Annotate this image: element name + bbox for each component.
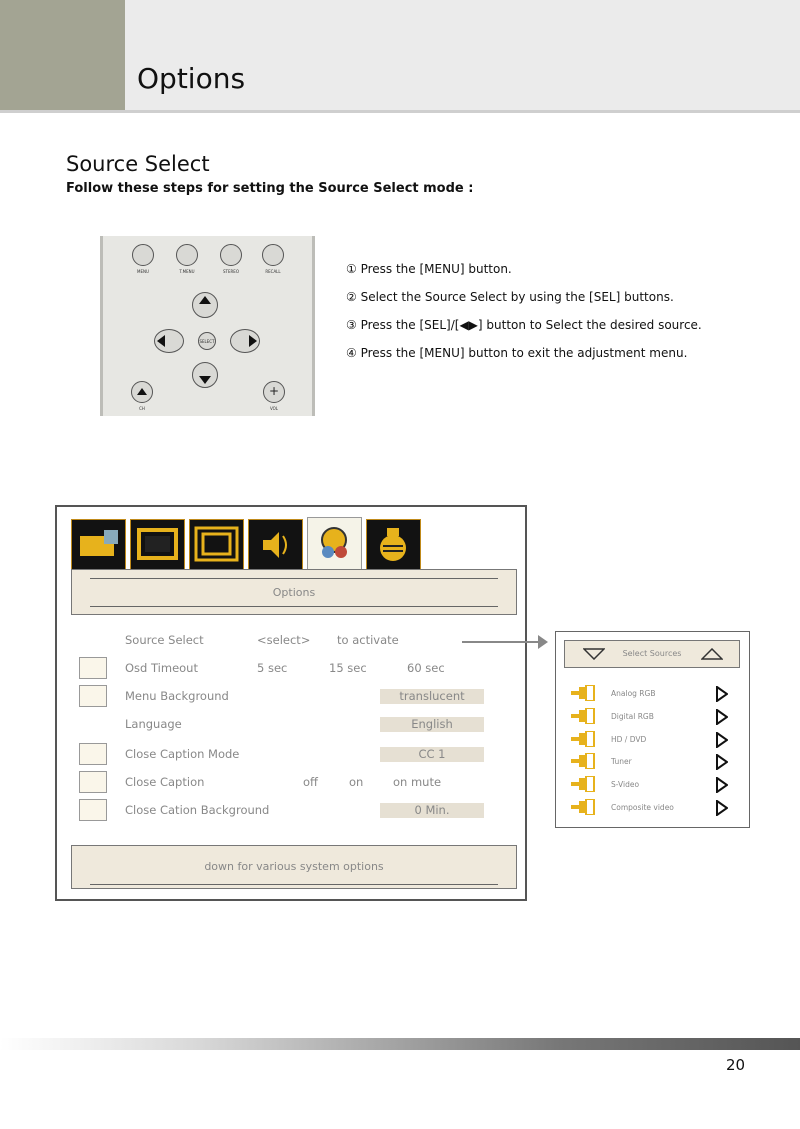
ch-up-icon — [137, 388, 147, 395]
arrow-up-icon — [199, 296, 211, 304]
osd-row-cc-background — [77, 799, 517, 823]
header-accent-block — [0, 0, 125, 112]
osd-menu-screenshot — [55, 505, 527, 901]
connector-plug-icon — [571, 776, 597, 792]
arrow-down-icon — [199, 376, 211, 384]
row-label: Osd Timeout — [125, 661, 198, 675]
page-number: 20 — [726, 1056, 746, 1074]
source-item — [571, 707, 746, 727]
remote-label: MENU — [137, 269, 149, 274]
connector-plug-icon — [571, 731, 597, 747]
tab-options — [307, 517, 362, 573]
source-item — [571, 775, 746, 795]
step-2: ② Select the Source Select by using the [SEL] buttons. — [346, 290, 674, 304]
menu-background-icon — [79, 685, 107, 707]
source-item — [571, 730, 746, 750]
row-label: Menu Background — [125, 689, 229, 703]
play-arrow-icon — [716, 800, 728, 816]
source-name: Digital RGB — [611, 712, 654, 721]
header-bar — [125, 0, 800, 112]
source-name: Composite video — [611, 803, 674, 812]
tab-audio — [248, 519, 303, 571]
remote-center-label: SELECT — [199, 339, 215, 344]
picture-icon — [131, 520, 184, 570]
select-sources-header — [564, 640, 740, 668]
row-label: Close Caption Mode — [125, 747, 240, 761]
connector-plug-icon — [571, 685, 597, 701]
source-name: Tuner — [611, 757, 632, 766]
remote-control-illustration — [100, 236, 315, 416]
row-label: Source Select — [125, 633, 204, 647]
row-value-box: English — [380, 717, 484, 732]
footer-gradient-bar — [0, 1038, 800, 1050]
row-value: 60 sec — [407, 661, 445, 675]
tab-setup — [366, 519, 421, 571]
play-arrow-icon — [716, 754, 728, 770]
row-label: Close Caption — [125, 775, 205, 789]
step-4: ④ Press the [MENU] button to exit the adjustment menu. — [346, 346, 688, 360]
remote-recall-button — [262, 244, 284, 266]
screen-icon — [190, 520, 243, 570]
tab-picture — [130, 519, 185, 571]
source-name: HD / DVD — [611, 735, 647, 744]
osd-row-close-caption — [77, 771, 517, 795]
setup-icon — [367, 520, 420, 570]
row-label: Close Cation Background — [125, 803, 270, 817]
remote-label: T.MENU — [179, 269, 195, 274]
banner-line-bottom — [90, 606, 498, 607]
row-value: to activate — [337, 633, 399, 647]
remote-tmenu-button — [176, 244, 198, 266]
row-value-box: CC 1 — [380, 747, 484, 762]
osd-row-language — [77, 713, 517, 737]
osd-footer-banner — [71, 845, 517, 889]
section-title: Source Select — [66, 152, 210, 176]
tab-input — [71, 519, 126, 571]
source-select-icon — [79, 629, 107, 651]
osd-footer-text: down for various system options — [204, 860, 384, 873]
header-divider — [0, 110, 800, 113]
caption-icon — [79, 743, 107, 765]
row-value-box: 0 Min. — [380, 803, 484, 818]
connector-arrow-icon — [538, 635, 548, 649]
remote-menu-button — [132, 244, 154, 266]
remote-label: STEREO — [223, 269, 239, 274]
row-value: on — [349, 775, 364, 789]
arrow-right-icon — [249, 335, 257, 347]
connector-line — [462, 641, 542, 643]
connector-plug-icon — [571, 799, 597, 815]
row-value: off — [303, 775, 318, 789]
section-subtitle: Follow these steps for setting the Source Select mode : — [66, 181, 474, 196]
row-label: Language — [125, 717, 182, 731]
page-title: Options — [137, 62, 246, 95]
speaker-icon — [249, 520, 302, 570]
source-item — [571, 752, 746, 772]
row-value: on mute — [393, 775, 442, 789]
row-value: 5 sec — [257, 661, 288, 675]
input-icon — [72, 520, 125, 570]
play-arrow-icon — [716, 686, 728, 702]
osd-row-source-select — [77, 629, 517, 653]
osd-row-osd-timeout — [77, 657, 517, 681]
options-icon — [308, 518, 361, 572]
connector-plug-icon — [571, 753, 597, 769]
instruction-steps — [346, 260, 702, 372]
osd-options-banner — [71, 569, 517, 615]
globe-icon — [79, 713, 107, 735]
remote-label: RECALL — [265, 269, 281, 274]
play-arrow-icon — [716, 732, 728, 748]
banner-line-top — [90, 578, 498, 579]
osd-row-menu-background — [77, 685, 517, 709]
play-arrow-icon — [716, 777, 728, 793]
source-item — [571, 798, 746, 818]
timer-icon — [79, 657, 107, 679]
plus-icon: + — [269, 384, 280, 398]
source-name: Analog RGB — [611, 689, 656, 698]
caption-icon — [79, 771, 107, 793]
select-sources-panel — [555, 631, 750, 828]
footer-line — [90, 884, 498, 885]
triangle-up-icon — [701, 648, 723, 660]
step-1: ① Press the [MENU] button. — [346, 262, 512, 276]
tab-screen — [189, 519, 244, 571]
caption-icon — [79, 799, 107, 821]
row-value: <select> — [257, 633, 311, 647]
remote-stereo-button — [220, 244, 242, 266]
remote-down-button — [192, 362, 218, 388]
source-item — [571, 684, 746, 704]
source-name: S-Video — [611, 780, 640, 789]
row-value: 15 sec — [329, 661, 367, 675]
osd-row-cc-mode — [77, 743, 517, 767]
select-sources-title: Select Sources — [622, 649, 682, 658]
row-value-box: translucent — [380, 689, 484, 704]
play-arrow-icon — [716, 709, 728, 725]
remote-label: VOL — [269, 406, 279, 411]
remote-label: CH — [139, 406, 145, 411]
arrow-left-icon — [157, 335, 165, 347]
osd-banner-text: Options — [272, 586, 316, 599]
connector-plug-icon — [571, 708, 597, 724]
step-3: ③ Press the [SEL]/[◀▶] button to Select the desired source. — [346, 318, 702, 332]
